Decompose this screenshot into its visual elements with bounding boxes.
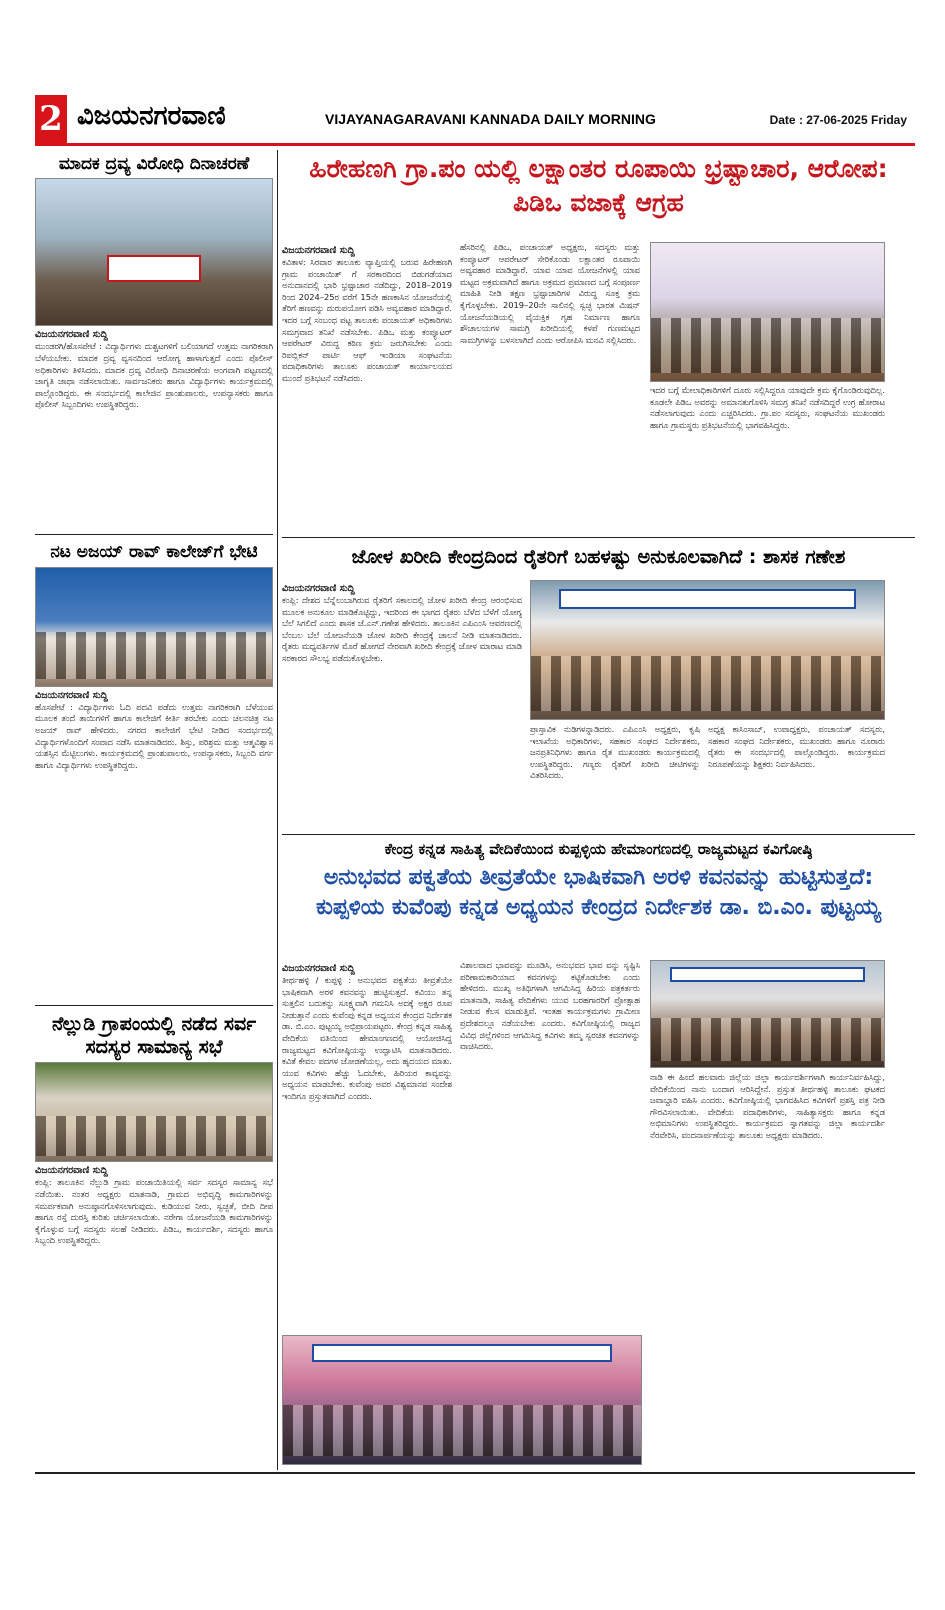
poetry-headline: ಅನುಭವದ ಪಕ್ವತೆಯ ತೀವ್ರತೆಯೇ ಭಾಷಿಕವಾಗಿ ಅರಳಿ ಕವನವನ್ನು ಹುಟ್ಟಿಸುತ್ತದೆ: ಕುಪ್ಪಳಿಯ ಕುವೆಂಪು ಕನ್ನಡ ಅಧ್ಯಯನ ಕೇಂದ್ರದ ನಿರ್ದೇಶಕ ಡಾ. ಬಿ.ಎಂ. ಪುಟ್ಟಯ್ಯ [316, 865, 881, 920]
page-number: 2 [35, 95, 67, 143]
jowar-col-2 [530, 724, 700, 830]
lead-col-1 [282, 242, 452, 532]
photo-actor-visit [35, 567, 273, 687]
story-actor-visit [35, 538, 273, 1001]
poetry-photo-bottom [282, 1335, 642, 1465]
photo-poetry-stage [650, 960, 885, 1068]
jowar-body-col3: ಅಧ್ಯಕ್ಷ ಕಾಸಿಂಸಾಬ್, ಉಪಾಧ್ಯಕ್ಷರು, ಪಂಚಾಯತ್ ಸದಸ್ಯರು, ಸಹಕಾರ ಸಂಘದ ನಿರ್ದೇಶಕರು, ಮುಖಂಡರು ಹಾಗೂ ನೂರಾರು ರೈತರು ಈ ಸಂದರ್ಭದಲ್ಲಿ ಪಾಲ್ಗೊಂಡಿದ್ದರು. ಕಾರ್ಯಕ್ರಮದ ನಿರೂಪಣೆಯನ್ನು ಶಿಕ್ಷಕರು ನಿರ್ವಹಿಸಿದರು. [708, 724, 885, 769]
masthead-title-english: VIJAYANAGARAVANI KANNADA DAILY MORNING [325, 111, 656, 127]
poetry-byline: ವಿಜಯನಗರವಾಣಿ ಸುದ್ದಿ [282, 963, 355, 974]
photo-figures [651, 1018, 884, 1060]
lead-body-col2: ಹೆಸರಿನಲ್ಲಿ ಪಿಡಿಒ, ಪಂಚಾಯತ್ ಅಧ್ಯಕ್ಷರು, ಸದಸ್ಯರು ಮತ್ತು ಕಂಪ್ಯೂಟರ್ ಆಪರೇಟರ್ ಸೇರಿಕೊಂಡು ಲಕ್ಷಾಂತರ ರೂಪಾಯಿ ಅವ್ಯವಹಾರ ಮಾಡಿದ್ದಾರೆ. ಯಾವ ಯಾವ ಯೋಜನೆಗಳಲ್ಲಿ ಯಾವ ಮಟ್ಟದ ಅಕ್ರಮವಾಗಿದೆ ಹಾಗೂ ಅಕ್ರಮದ ಪ್ರಮಾಣದ ಬಗ್ಗೆ ಸಂಪೂರ್ಣ ಮಾಹಿತಿ ನೀಡಿ ತಕ್ಷಣ ಭ್ರಷ್ಟಾಚಾರಿಗಳ ವಿರುದ್ಧ ಸೂಕ್ತ ಕ್ರಮ ಕೈಗೊಳ್ಳಬೇಕು. 2019–20ನೇ ಸಾಲಿನಲ್ಲಿ ಸ್ವಚ್ಛ ಭಾರತ ಮಿಷನ್ ಯೋಜನೆಯಡಿಯಲ್ಲಿ ವೈಯಕ್ತಿಕ ಗೃಹ ನಿರ್ಮಾಣ ಹಾಗೂ ಶೌಚಾಲಯಗಳ ಸಾಮಗ್ರಿ ಖರೀದಿಯಲ್ಲಿ ಕಳಪೆ ಗುಣಮಟ್ಟದ ಸಾಮಗ್ರಿಗಳನ್ನು ಬಳಸಲಾಗಿದೆ ಎಂದು ಆರೋಪಿಸಿ ಮನವಿ ಸಲ್ಲಿಸಿದರು. [460, 242, 640, 345]
poetry-body-col1: ತೀರ್ಥಹಳ್ಳಿ / ಕುಪ್ಪಳ್ಳಿ : ಅನುಭವದ ಪಕ್ವತೆಯ ತೀವ್ರತೆಯೇ ಭಾಷಿಕವಾಗಿ ಅರಳಿ ಕವನವನ್ನು ಹುಟ್ಟಿಸುತ್ತದೆ. ಕವಿಯು ತನ್ನ ಸುತ್ತಲಿನ ಬದುಕನ್ನು ಸೂಕ್ಷ್ಮವಾಗಿ ಗಮನಿಸಿ ಅದಕ್ಕೆ ಅಕ್ಷರ ರೂಪ ನೀಡುತ್ತಾನೆ ಎಂದು ಕುವೆಂಪು ಕನ್ನಡ ಅಧ್ಯಯನ ಕೇಂದ್ರದ ನಿರ್ದೇಶಕ ಡಾ. ಬಿ.ಎಂ. ಪುಟ್ಟಯ್ಯ ಅಭಿಪ್ರಾಯಪಟ್ಟರು. ಕೇಂದ್ರ ಕನ್ನಡ ಸಾಹಿತ್ಯ ವೇದಿಕೆಯ ವತಿಯಿಂದ ಹೇಮಾಂಗಣದಲ್ಲಿ ಆಯೋಜಿಸಿದ್ದ ರಾಜ್ಯಮಟ್ಟದ ಕವಿಗೋಷ್ಠಿಯನ್ನು ಉದ್ಘಾಟಿಸಿ ಮಾತನಾಡಿದರು. ಕವಿತೆ ಕೇವಲ ಪದಗಳ ಜೋಡಣೆಯಲ್ಲ, ಅದು ಹೃದಯದ ಮಾತು. ಯುವ ಕವಿಗಳು ಹೆಚ್ಚು ಓದಬೇಕು, ಹಿರಿಯರ ಕಾವ್ಯವನ್ನು ಅಧ್ಯಯನ ಮಾಡಬೇಕು. ಕುವೆಂಪು ಅವರ ವಿಶ್ವಮಾನವ ಸಂದೇಶ ಇಂದಿಗೂ ಪ್ರಸ್ತುತವಾಗಿದೆ ಎಂದರು. [282, 975, 452, 1101]
story-gp-meeting-body: ಕಂಪ್ಲಿ: ತಾಲೂಕಿನ ನೆಲ್ಲುಡಿ ಗ್ರಾಮ ಪಂಚಾಯಿತಿಯಲ್ಲಿ ಸರ್ವ ಸದಸ್ಯರ ಸಾಮಾನ್ಯ ಸಭೆ ನಡೆಯಿತು. ನಂತರ ಅಧ್ಯಕ್ಷರು ಮಾತನಾಡಿ, ಗ್ರಾಮದ ಅಭಿವೃದ್ಧಿ ಕಾಮಗಾರಿಗಳನ್ನು ಸಮರ್ಪಕವಾಗಿ ಅನುಷ್ಠಾನಗೊಳಿಸಲಾಗುವುದು. ಕುಡಿಯುವ ನೀರು, ಸ್ವಚ್ಛತೆ, ಬೀದಿ ದೀಪ ಹಾಗೂ ರಸ್ತೆ ದುರಸ್ತಿ ಕುರಿತು ಚರ್ಚಿಸಲಾಯಿತು. ನರೇಗಾ ಯೋಜನೆಯಡಿ ಕಾಮಗಾರಿಗಳನ್ನು ಕೈಗೊಳ್ಳುವ ಬಗ್ಗೆ ಸದಸ್ಯರು ಸಲಹೆ ನೀಡಿದರು. ಪಿಡಿಒ, ಕಾರ್ಯದರ್ಶಿ, ಸದಸ್ಯರು ಹಾಗೂ ಸಿಬ್ಬಂದಿ ಉಪಸ್ಥಿತರಿದ್ದರು. [35, 1177, 273, 1246]
photo-banner [670, 967, 866, 982]
poetry-kicker: ಕೇಂದ್ರ ಕನ್ನಡ ಸಾಹಿತ್ಯ ವೇದಿಕೆಯಿಂದ ಕುಪ್ಪಳ್ಳಿಯ ಹೇಮಾಂಗಣದಲ್ಲಿ ರಾಜ್ಯಮಟ್ಟದ ಕವಿಗೋಷ್ಠಿ [384, 840, 813, 858]
photo-banner [312, 1344, 613, 1362]
lead-body-col3: ಇದರ ಬಗ್ಗೆ ಮೇಲಾಧಿಕಾರಿಗಳಿಗೆ ದೂರು ಸಲ್ಲಿಸಿದ್ದರೂ ಯಾವುದೇ ಕ್ರಮ ಕೈಗೊಂಡಿರುವುದಿಲ್ಲ. ಕೂಡಲೇ ಪಿಡಿಒ ಅವರನ್ನು ಅಮಾನತುಗೊಳಿಸಿ ಸಮಗ್ರ ತನಿಖೆ ನಡೆಸದಿದ್ದರೆ ಉಗ್ರ ಹೋರಾಟ ನಡೆಸಲಾಗುವುದು ಎಂದು ಎಚ್ಚರಿಸಿದರು. ಗ್ರಾ.ಪಂ ಸದಸ್ಯರು, ಸಂಘಟನೆಯ ಮುಖಂಡರು ಹಾಗೂ ಗ್ರಾಮಸ್ಥರು ಪ್ರತಿಭಟನೆಯಲ್ಲಿ ಭಾಗವಹಿಸಿದ್ದರು. [650, 385, 885, 430]
photo-figures [283, 1405, 641, 1456]
jowar-col-1 [282, 580, 522, 830]
lead-col-2 [460, 242, 640, 532]
lead-headline: ಹಿರೇಹಣಗಿ ಗ್ರಾ.ಪಂ ಯಲ್ಲಿ ಲಕ್ಷಾಂತರ ರೂಪಾಯಿ ಭ್ರಷ್ಟಾಚಾರ, ಆರೋಪ: ಪಿಡಿಒ ವಜಾಕ್ಕೆ ಆಗ್ರಹ [309, 154, 888, 217]
lead-col-3 [650, 242, 885, 532]
story-drug-day-headline: ಮಾದಕ ದ್ರವ್ಯ ವಿರೋಧಿ ದಿನಾಚರಣೆ [58, 154, 250, 174]
masthead-date: Date : 27-06-2025 Friday [769, 113, 907, 127]
photo-drug-awareness [35, 178, 273, 326]
lead-body-col1: ಕವಿತಾಳ: ಸಿರವಾರ ತಾಲೂಕು ವ್ಯಾಪ್ತಿಯಲ್ಲಿ ಬರುವ ಹಿರೇಹಣಗಿ ಗ್ರಾಮ ಪಂಚಾಯಿತ್ ಗೆ ಸರಕಾರದಿಂದ ಬಿಡುಗಡೆಯಾದ ಅನುದಾನದಲ್ಲಿ ಭಾರಿ ಭ್ರಷ್ಟಾಚಾರ ನಡೆದಿದ್ದು, 2018–2019 ರಿಂದ 2024–25ರ ವರೆಗೆ 15ನೇ ಹಣಕಾಸಿನ ಯೋಜನೆಯಲ್ಲಿ ತೆರಿಗೆ ಹಣವನ್ನು ದುರುಪಯೋಗ ಪಡಿಸಿ ಅವ್ಯವಹಾರ ಮಾಡಿದ್ದಾರೆ. ಇದರ ಬಗ್ಗೆ ಸಂಬಂಧ ಪಟ್ಟ ತಾಲೂಕು ಪಂಚಾಯತ್ ಅಧಿಕಾರಿಗಳು ಸಮಗ್ರವಾದ ತನಿಖೆ ನಡೆಸಬೇಕು. ಪಿಡಿಒ ಮತ್ತು ಕಂಪ್ಯೂಟರ್ ಆಪರೇಟರ್ ವಿರುದ್ಧ ಕಠಿಣ ಕ್ರಮ ಜರುಗಿಸಬೇಕು ಎಂದು ರಿಪಬ್ಲಿಕನ್ ಪಾರ್ಟಿ ಆಫ್ ಇಂಡಿಯಾ ಸಂಘಟನೆಯ ಪದಾಧಿಕಾರಿಗಳು ತಾಲೂಕು ಪಂಚಾಯತ್ ಕಾರ್ಯಾಲಯದ ಮುಂದೆ ಪ್ರತಿಭಟನೆ ನಡೆಸಿದರು. [282, 257, 452, 383]
photo-gp-meeting [35, 1062, 273, 1162]
poetry-photo-top [650, 960, 885, 1068]
story-gp-meeting-headline: ನೆಲ್ಲುಡಿ ಗ್ರಾಪಂಯಲ್ಲಿ ನಡೆದ ಸರ್ವ ಸದಸ್ಯರ ಸಾಮಾನ್ಯ ಸಭೆ [51, 1012, 257, 1058]
photo-protest [650, 242, 885, 382]
photo-jowar-event [530, 580, 885, 720]
story-drug-day [35, 150, 273, 531]
jowar-body-col2: ಪ್ರಾಸ್ತಾವಿಕ ನುಡಿಗಳನ್ನಾಡಿದರು. ಎಪಿಎಂಸಿ ಅಧ್ಯಕ್ಷರು, ಕೃಷಿ ಇಲಾಖೆಯ ಅಧಿಕಾರಿಗಳು, ಸಹಕಾರ ಸಂಘದ ನಿರ್ದೇಶಕರು, ಜನಪ್ರತಿನಿಧಿಗಳು ಹಾಗೂ ರೈತ ಮುಖಂಡರು ಕಾರ್ಯಕ್ರಮದಲ್ಲಿ ಉಪಸ್ಥಿತರಿದ್ದರು. ಗಣ್ಯರು ರೈತರಿಗೆ ಖರೀದಿ ಚೀಟಿಗಳನ್ನು ವಿತರಿಸಿದರು. [530, 724, 700, 781]
divider [35, 534, 273, 535]
photo-figures [651, 318, 884, 373]
story-jowar [282, 540, 915, 580]
column-separator [277, 150, 278, 1470]
jowar-headline: ಜೋಳ ಖರೀದಿ ಕೇಂದ್ರದಿಂದ ರೈತರಿಗೆ ಬಹಳಷ್ಟು ಅನುಕೂಲವಾಗಿದೆ : ಶಾಸಕ ಗಣೇಶ [351, 546, 846, 568]
story-drug-day-body: ಮುಂಡರಗಿ/ಹೊಸಪೇಟೆ : ವಿದ್ಯಾರ್ಥಿಗಳು ದುಶ್ಚಟಗಳಿಗೆ ಬಲಿಯಾಗದೆ ಉತ್ತಮ ನಾಗರಿಕರಾಗಿ ಬೆಳೆಯಬೇಕು. ಮಾದಕ ದ್ರವ್ಯ ವ್ಯಸನದಿಂದ ಆರೋಗ್ಯ ಹಾಳಾಗುತ್ತದೆ ಎಂದು ಪೊಲೀಸ್ ಅಧಿಕಾರಿಗಳು ತಿಳಿಸಿದರು. ಮಾದಕ ದ್ರವ್ಯ ವಿರೋಧಿ ದಿನಾಚರಣೆಯ ಅಂಗವಾಗಿ ಪಟ್ಟಣದಲ್ಲಿ ಜಾಗೃತಿ ಜಾಥಾ ನಡೆಸಲಾಯಿತು. ಸಾರ್ವಜನಿಕರು ಹಾಗೂ ವಿದ್ಯಾರ್ಥಿಗಳು ಕಾರ್ಯಕ್ರಮದಲ್ಲಿ ಪಾಲ್ಗೊಂಡಿದ್ದರು. ಈ ಸಂದರ್ಭದಲ್ಲಿ ಕಾಲೇಜಿನ ಪ್ರಾಂಶುಪಾಲರು, ಉಪನ್ಯಾಸಕರು ಹಾಗೂ ಪೊಲೀಸ್ ಸಿಬ್ಬಂದಿಗಳು ಉಪಸ್ಥಿತರಿದ್ದರು. [35, 341, 273, 410]
left-column [35, 150, 273, 1470]
photo-figures [36, 1116, 272, 1155]
lead-byline: ವಿಜಯನಗರವಾಣಿ ಸುದ್ದಿ [282, 245, 355, 256]
jowar-body-col1: ಕಂಪ್ಲಿ: ದೇಶದ ಬೆನ್ನೆಲುಬಾಗಿರುವ ರೈತರಿಗೆ ಸಕಾಲದಲ್ಲಿ ಜೋಳ ಖರೀದಿ ಕೇಂದ್ರ ಆರಂಭಿಸುವ ಮೂಲಕ ಅನುಕೂಲ ಮಾಡಿಕೊಟ್ಟಿದ್ದು, ಇದರಿಂದ ಈ ಭಾಗದ ರೈತರು ಬೆಳೆದ ಬೆಳೆಗೆ ಯೋಗ್ಯ ಬೆಲೆ ಸಿಗಲಿದೆ ಎಂದು ಶಾಸಕ ಜೆ.ಎನ್.ಗಣೇಶ ಹೇಳಿದರು. ತಾಲೂಕಿನ ಎಪಿಎಂಸಿ ಆವರಣದಲ್ಲಿ ಬೆಂಬಲ ಬೆಲೆ ಯೋಜನೆಯಡಿ ಜೋಳ ಖರೀದಿ ಕೇಂದ್ರಕ್ಕೆ ಚಾಲನೆ ನೀಡಿ ಮಾತನಾಡಿದರು. ರೈತರು ಮಧ್ಯವರ್ತಿಗಳ ಮೊರೆ ಹೋಗದೆ ನೇರವಾಗಿ ಖರೀದಿ ಕೇಂದ್ರಕ್ಕೆ ಜೋಳ ಮಾರಾಟ ಮಾಡಿ ಸರಕಾರದ ಸೌಲಭ್ಯ ಪಡೆದುಕೊಳ್ಳಬೇಕು. [282, 595, 522, 663]
jowar-col-3 [708, 724, 885, 830]
jowar-byline: ವಿಜಯನಗರವಾಣಿ ಸುದ್ದಿ [282, 583, 355, 594]
story-drug-day-byline: ವಿಜಯನಗರವಾಣಿ ಸುದ್ದಿ [35, 329, 108, 341]
poetry-col-2 [460, 960, 640, 1330]
photo-figures [531, 656, 884, 711]
story-gram-panchayat-meeting [35, 1009, 273, 1378]
photo-banner [559, 589, 856, 608]
poetry-body-col2: ವಿಶಾಲವಾದ ಭಾವವನ್ನು ಮೂಡಿಸಿ, ಅನುಭವದ ಭಾವ ವನ್ನು ಸೃಷ್ಟಿಸಿ ಪರಿಣಾಮಕಾರಿಯಾದ ಕವನಗಳನ್ನು ಕಟ್ಟಿಕೊಡಬೇಕು ಎಂದು ಹೇಳಿದರು. ಮುಖ್ಯ ಅತಿಥಿಗಳಾಗಿ ಆಗಮಿಸಿದ್ದ ಹಿರಿಯ ಪತ್ರಕರ್ತರು ಮಾತನಾಡಿ, ಸಾಹಿತ್ಯ ವೇದಿಕೆಗಳು ಯುವ ಬರಹಗಾರರಿಗೆ ಪ್ರೋತ್ಸಾಹ ನೀಡುವ ಕೆಲಸ ಮಾಡುತ್ತಿವೆ. ಇಂತಹ ಕಾರ್ಯಕ್ರಮಗಳು ಗ್ರಾಮೀಣ ಪ್ರದೇಶದಲ್ಲೂ ನಡೆಯಬೇಕು ಎಂದರು. ಕವಿಗೋಷ್ಠಿಯಲ್ಲಿ ರಾಜ್ಯದ ವಿವಿಧ ಜಿಲ್ಲೆಗಳಿಂದ ಆಗಮಿಸಿದ್ದ ಕವಿಗಳು ತಮ್ಮ ಸ್ವರಚಿತ ಕವನಗಳನ್ನು ವಾಚಿಸಿದರು. [460, 960, 640, 1052]
story-actor-visit-byline: ವಿಜಯನಗರವಾಣಿ ಸುದ್ದಿ [35, 689, 108, 701]
jowar-photo-block [530, 580, 885, 720]
story-poetry [282, 838, 915, 958]
photo-banner [107, 255, 201, 281]
page-bottom-rule [35, 1472, 915, 1474]
divider [282, 537, 915, 538]
masthead-rule [35, 143, 915, 146]
masthead [35, 95, 915, 143]
masthead-title-kannada: ವಿಜಯನಗರವಾಣಿ [77, 101, 226, 131]
divider [282, 834, 915, 835]
divider [35, 1005, 273, 1006]
photo-figures [36, 632, 272, 679]
poetry-col-3 [650, 1072, 885, 1465]
story-actor-visit-headline: ನಟ ಅಜಯ್ ರಾವ್ ಕಾಲೇಜ್‌ಗೆ ಭೇಟಿ [50, 542, 258, 563]
poetry-body-col3: ನಾಡಿ ಈ ಹಿಂದೆ ಹಲವಾರು ಜಿಲ್ಲೆಯ ಜಿಲ್ಲಾ ಕಾರ್ಯದರ್ಶಿಗಳಾಗಿ ಕಾರ್ಯನಿರ್ವಹಿಸಿದ್ದು, ವೇದಿಕೆಯಿಂದ ನಾನು ಬಂದಾಗ ಆರಿಸಿದ್ದೇನೆ. ಪ್ರಸ್ತುತ ತೀರ್ಥಹಳ್ಳಿ ತಾಲೂಕು ಘಟಕದ ಜವಾಬ್ದಾರಿ ವಹಿಸಿ ಎಂದರು. ಕವಿಗೋಷ್ಠಿಯಲ್ಲಿ ಭಾಗವಹಿಸಿದ ಕವಿಗಳಿಗೆ ಪ್ರಶಸ್ತಿ ಪತ್ರ ನೀಡಿ ಗೌರವಿಸಲಾಯಿತು. ವೇದಿಕೆಯ ಪದಾಧಿಕಾರಿಗಳು, ಸಾಹಿತ್ಯಾಸಕ್ತರು ಹಾಗೂ ಕನ್ನಡ ಅಭಿಮಾನಿಗಳು ಉಪಸ್ಥಿತರಿದ್ದರು. ಕಾರ್ಯಕ್ರಮದ ಸ್ವಾಗತವನ್ನು ಜಿಲ್ಲಾ ಕಾರ್ಯದರ್ಶಿ ನೆರವೇರಿಸಿ, ವಂದನಾರ್ಪಣೆಯನ್ನು ತಾಲೂಕು ಅಧ್ಯಕ್ಷರು ಮಾಡಿದರು. [650, 1072, 885, 1140]
story-gp-meeting-byline: ವಿಜಯನಗರವಾಣಿ ಸುದ್ದಿ [35, 1165, 108, 1177]
story-actor-visit-body: ಹೊಸಪೇಟೆ : ವಿದ್ಯಾರ್ಥಿಗಳು ಓದಿ ಪದವಿ ಪಡೆದು ಉತ್ತಮ ನಾಗರಿಕರಾಗಿ ಬೆಳೆಯುವ ಮೂಲಕ ತಂದೆ ತಾಯಿಗಳಿಗೆ ಹಾಗೂ ಕಾಲೇಜಿಗೆ ಕೀರ್ತಿ ತರಬೇಕು ಎಂದು ಚಲನಚಿತ್ರ ನಟ ಅಜಯ್ ರಾವ್ ಹೇಳಿದರು. ನಗರದ ಕಾಲೇಜಿಗೆ ಭೇಟಿ ನೀಡಿದ ಸಂದರ್ಭದಲ್ಲಿ ವಿದ್ಯಾರ್ಥಿಗಳೊಂದಿಗೆ ಸಂವಾದ ನಡೆಸಿ ಮಾತನಾಡಿದರು. ಶಿಸ್ತು, ಪರಿಶ್ರಮ ಮತ್ತು ಆತ್ಮವಿಶ್ವಾಸ ಯಶಸ್ಸಿನ ಮೆಟ್ಟಿಲುಗಳು. ಕಾರ್ಯಕ್ರಮದಲ್ಲಿ ಪ್ರಾಂಶುಪಾಲರು, ಉಪನ್ಯಾಸಕರು, ಸಿಬ್ಬಂದಿ ವರ್ಗ ಹಾಗೂ ವಿದ್ಯಾರ್ಥಿಗಳು ಉಪಸ್ಥಿತರಿದ್ದರು. [35, 701, 273, 770]
photo-poets-group [282, 1335, 642, 1465]
